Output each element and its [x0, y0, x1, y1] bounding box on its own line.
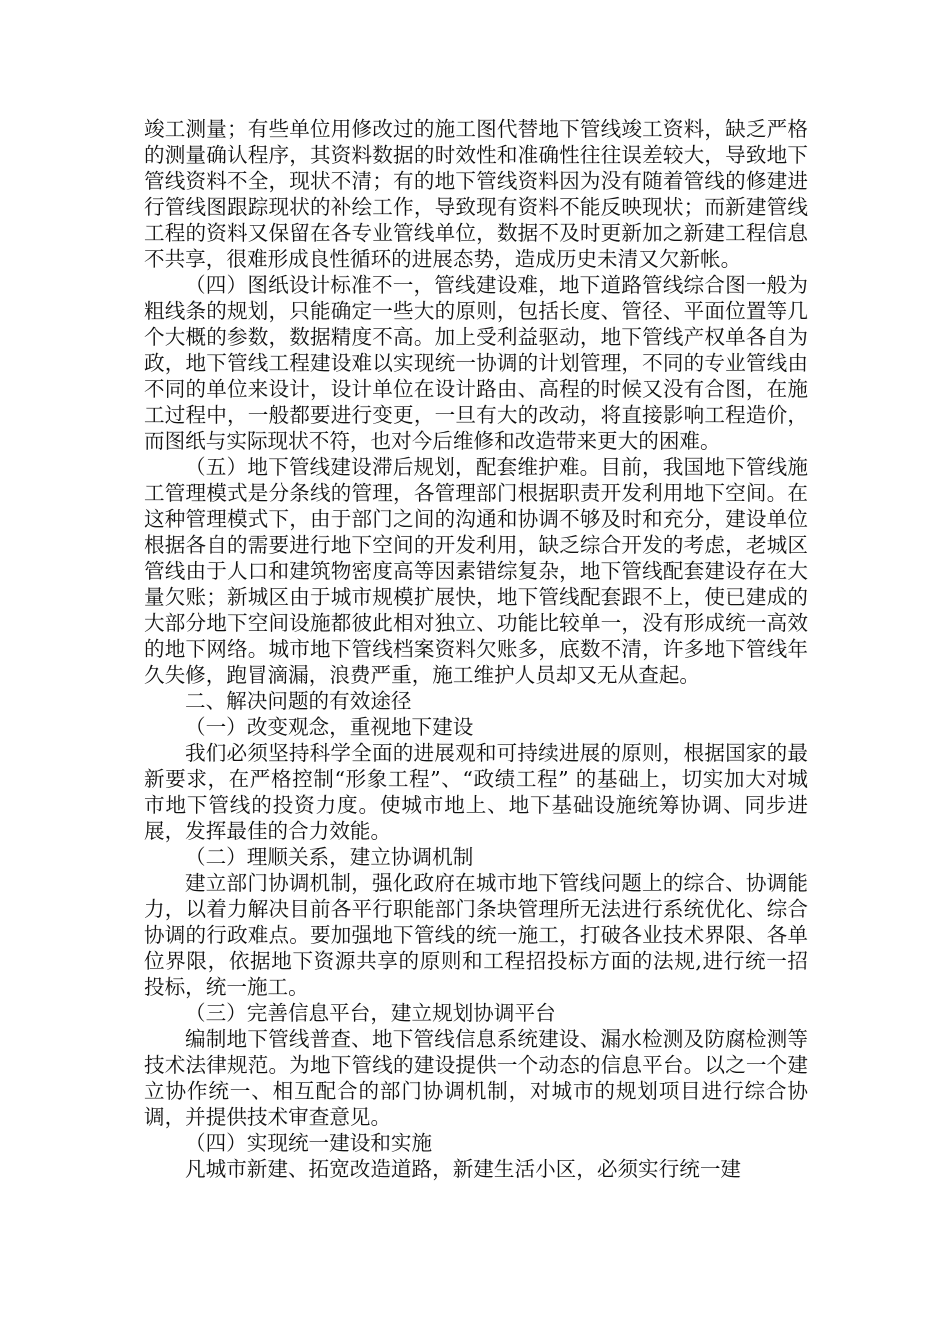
document-body	[144, 116, 808, 1182]
paragraph-4: 凡城市新建、拓宽改造道路，新建生活小区，必须实行统一建	[185, 1157, 742, 1181]
paragraph-section-5: （五）地下管线建设滞后规划，配套维护难。目前，我国地下管线施工管理模式是分条线的管理，各管理部门根据职责开发利用地下空间。在这种管理模式下，由于部门之间的沟通和协调不够及时和充分，建设单位根据各自的需要进行地下空间的开发利用，缺乏综合开发的考虑，老城区管线由于人口和建筑物密度高等因素错综复杂，地下管线配套建设存在大量欠账；新城区由于城市规模扩展快，地下管线配套跟不上，使已建成的大部分地下空间设施都彼此相对独立、功能比较单一，没有形成统一高效的地下网络。城市地下管线档案资料欠账多，底数不清，许多地下管线年久失修，跑冒滴漏，浪费严重，施工维护人员却又无从查起。	[144, 455, 808, 687]
subheading-3: （三）完善信息平台，建立规划协调平台	[185, 1001, 556, 1025]
heading-solutions: 二、解决问题的有效途径	[185, 689, 412, 713]
paragraph-2: 建立部门协调机制，强化政府在城市地下管线问题上的综合、协调能力，以着力解决目前各平行职能部门条块管理所无法进行系统优化、综合协调的行政难点。要加强地下管线的统一施工，打破各业技术界限、各单位界限，依据地下资源共享的原则和工程招投标方面的法规,进行统一招投标，统一施工。	[144, 871, 808, 999]
paragraph-1: 我们必须坚持科学全面的进展观和可持续进展的原则，根据国家的最新要求，在严格控制“形象工程”、“政绩工程” 的基础上，切实加大对城市地下管线的投资力度。使城市地上、地下基础设施统筹协调、同步进展，发挥最佳的合力效能。	[144, 741, 808, 843]
paragraph-3: 编制地下管线普查、地下管线信息系统建设、漏水检测及防腐检测等技术法律规范。为地下管线的建设提供一个动态的信息平台。以之一个建立协作统一、相互配合的部门协调机制，对城市的规划项目进行综合协调，并提供技术审查意见。	[144, 1027, 808, 1129]
subheading-1: （一）改变观念，重视地下建设	[185, 715, 474, 739]
subheading-2: （二）理顺关系，建立协调机制	[185, 845, 474, 869]
paragraph-section-4: （四）图纸设计标准不一，管线建设难，地下道路管线综合图一般为粗线条的规划，只能确定一些大的原则，包括长度、管径、平面位置等几个大概的参数，数据精度不高。加上受利益驱动，地下管线产权单各自为政，地下管线工程建设难以实现统一协调的计划管理，不同的专业管线由不同的单位来设计，设计单位在设计路由、高程的时候又没有合图，在施工过程中，一般都要进行变更，一旦有大的改动，将直接影响工程造价，而图纸与实际现状不符，也对今后维修和改造带来更大的困难。	[144, 273, 808, 453]
subheading-4: （四）实现统一建设和实施	[185, 1131, 433, 1155]
paragraph-continuation: 竣工测量；有些单位用修改过的施工图代替地下管线竣工资料，缺乏严格的测量确认程序，其资料数据的时效性和准确性往往误差较大，导致地下管线资料不全，现状不清；有的地下管线资料因为没有随着管线的修建进行管线图跟踪现状的补绘工作，导致现有资料不能反映现状；而新建管线工程的资料又保留在各专业管线单位，数据不及时更新加之新建工程信息不共享，很难形成良性循环的进展态势，造成历史未清又欠新帐。	[144, 117, 808, 271]
